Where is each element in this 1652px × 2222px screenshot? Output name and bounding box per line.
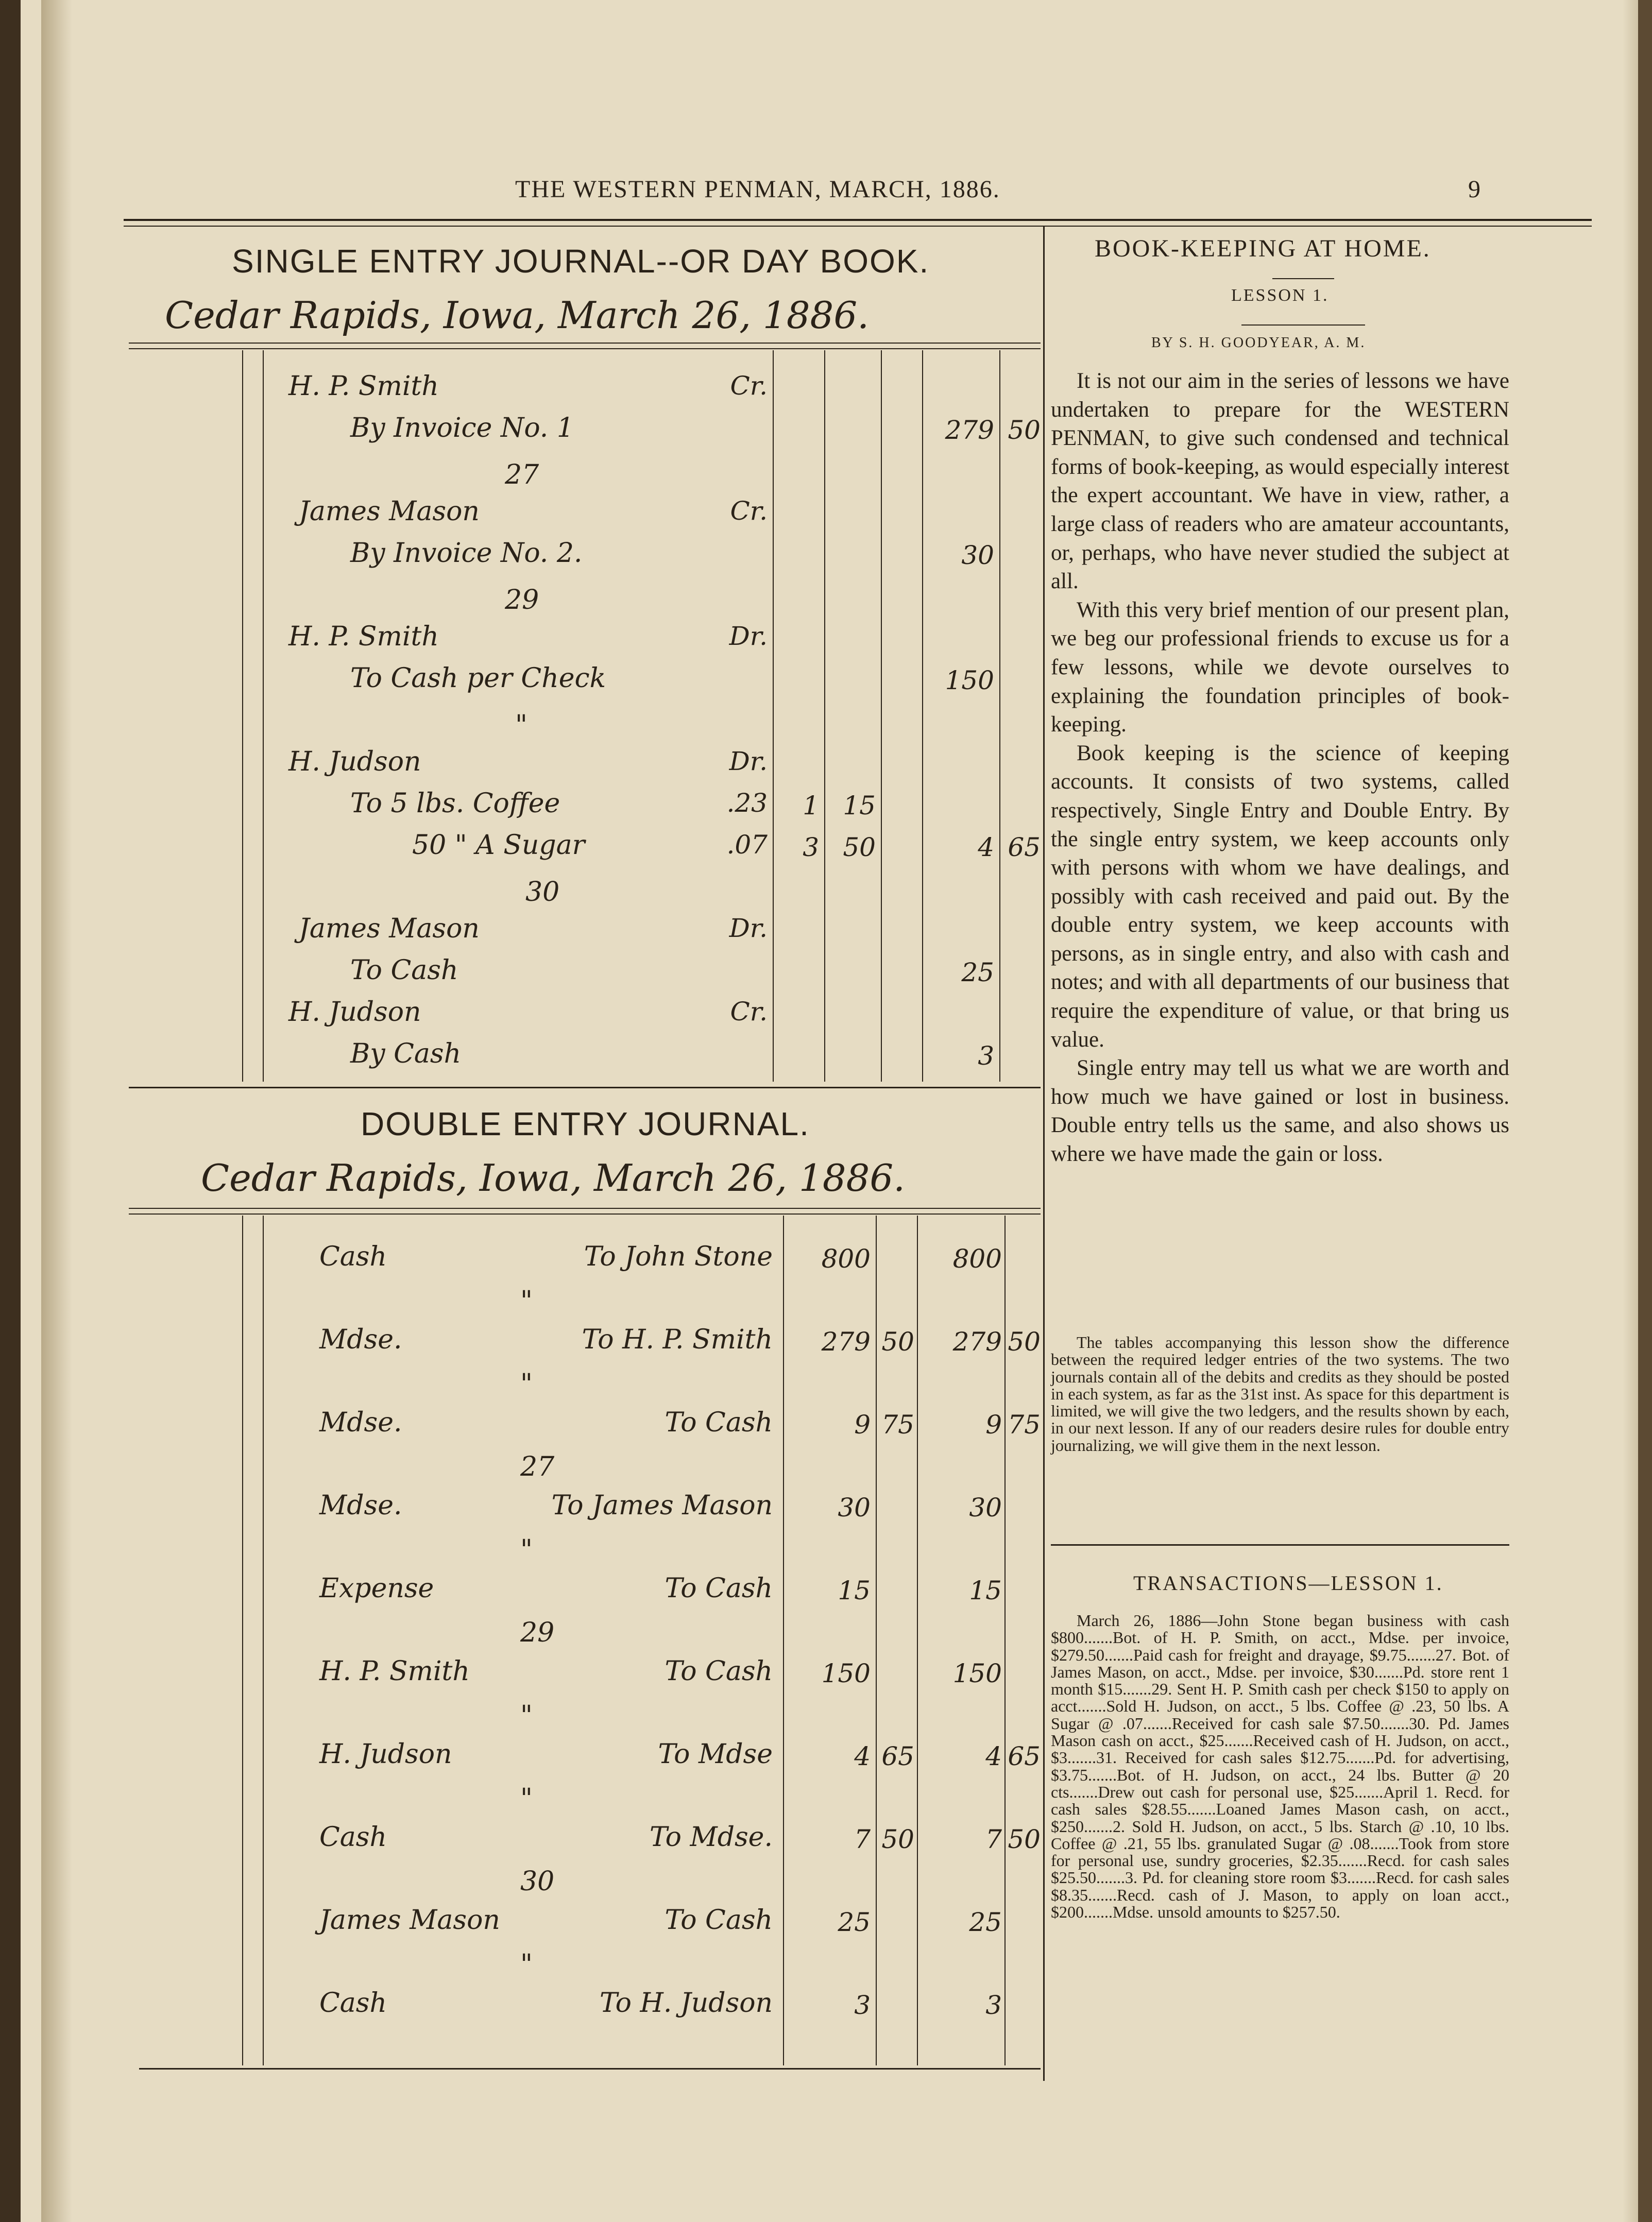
- double-entry-bottom-rule: [139, 2068, 1041, 2070]
- single-grid-line: [242, 350, 243, 1082]
- double-entry-credit-cents: 50: [1008, 1327, 1041, 1357]
- article-paragraph-1: It is not our aim in the series of lessons we have undertaken to prepare for the WESTERN PENMAN, to give such condensed and technical forms of book-keeping, as would especially interest the expert accountant. We have in view, rather, a large class of readers who are amateur accountants, or, perhaps, who have never studied the subject at all.: [1051, 369, 1509, 594]
- article-note: [1051, 1334, 1509, 1454]
- double-entry-debit-account: Mdse.: [319, 1324, 402, 1355]
- single-entry-drcr: Dr.: [729, 913, 768, 943]
- double-entry-debit-dollars: 4: [854, 1741, 871, 1771]
- transactions-text: [1051, 1612, 1509, 1921]
- double-entry-date-mark: 27: [520, 1451, 555, 1482]
- double-entry-debit-account: Cash: [319, 1241, 387, 1272]
- double-entry-credit-account: To H. P. Smith: [582, 1324, 773, 1355]
- double-entry-top-rule-2: [129, 1213, 1041, 1215]
- double-entry-date-mark: ": [520, 1700, 533, 1731]
- transactions-paragraph: March 26, 1886—John Stone began business with cash $800.......Bot. of H. P. Smith, on acct., Mdse. per invoice, $279.50.......Paid cash for freight and drayage, $9.75.......27. Bot. of James Mason, on acct., Mdse. per invoice, $30.......Pd. store rent 1 month $15.......29. Sent H. P. Smith cash per check $150 to apply on acct.......Sold H. Judson, on acct., 5 lbs. Coffee @ .23, 50 lbs. A Sugar @ .07.......Received for cash sale $7.50.......30. Pd. James Mason cash on acct., $25.......Received cash of H. Judson, on acct., $3.......31. Received for cash sales $12.75.......Pd. for advertising, $3.75.......Bot. of H. Judson, on acct., 24 lbs. Butter @ 20 cts.......Drew out cash for personal use, $25.......April 1. Recd. for cash sales $28.55.......Loaned James Mason cash, on acct., $250.......2. Sold H. Judson, on acct., 5 lbs. Starch @ .10, 10 lbs. Coffee @ .21, 55 lbs. granulated Sugar @ .08.......Took from store for personal use, sundry groceries, $2.35.......Recd. for cash sales $25.50.......3. Pd. for cleaning store room $3.......Recd. for cash sales $8.35.......Recd. cash of J. Mason, to apply on loan acct., $200.......Mdse. unsold amounts to $257.50.: [1051, 1611, 1509, 1922]
- single-grid-line: [999, 350, 1000, 1082]
- byline-rule: [1241, 324, 1365, 326]
- double-grid-line: [917, 1216, 918, 2065]
- double-entry-credit-dollars: 279: [952, 1327, 1002, 1357]
- double-entry-debit-dollars: 800: [821, 1244, 871, 1274]
- single-entry-top-rule-1: [129, 343, 1041, 344]
- double-entry-debit-account: Mdse.: [319, 1407, 402, 1438]
- double-entry-credit-account: To Cash: [665, 1407, 773, 1438]
- double-entry-debit-cents: 65: [881, 1741, 914, 1771]
- single-entry-amount-dollars: 150: [945, 665, 994, 695]
- double-entry-debit-dollars: 30: [838, 1493, 871, 1523]
- double-entry-debit-account: Expense: [319, 1573, 434, 1604]
- article-note-text: The tables accompanying this lesson show the difference between the required ledger entries of the two systems. The two journals contain all of the debits and credits as they should be posted in each system, as far as the 31st inst. As space for this department is limited, we will give the two ledgers, and the results shown by each, in our next lesson. If any of our readers desire rules for double entry journalizing, we will give them in the next lesson.: [1051, 1333, 1509, 1455]
- double-entry-debit-account: H. Judson: [319, 1739, 452, 1770]
- lesson-label: LESSON 1.: [1231, 286, 1329, 305]
- double-entry-credit-dollars: 4: [985, 1741, 1002, 1771]
- single-entry-qty-dollars: 1: [803, 791, 819, 821]
- article-title: BOOK-KEEPING AT HOME.: [1095, 235, 1431, 262]
- double-entry-credit-cents: 50: [1008, 1824, 1041, 1854]
- double-entry-credit-dollars: 9: [985, 1410, 1002, 1440]
- double-entry-debit-cents: 50: [881, 1327, 914, 1357]
- single-entry-amount-dollars: 30: [961, 540, 994, 570]
- single-entry-text: James Mason: [299, 913, 480, 944]
- single-entry-text: 30: [525, 877, 560, 908]
- double-entry-credit-dollars: 15: [969, 1576, 1002, 1605]
- double-entry-debit-dollars: 7: [854, 1824, 871, 1854]
- single-entry-text: H. Judson: [288, 997, 421, 1028]
- single-entry-text: By Invoice No. 2.: [350, 538, 583, 569]
- article-paragraph-2: With this very brief mention of our present plan, we beg our professional friends to excuse us for a few lessons, while we devote ourselves to explaining the foundation principles of book-keeping.: [1051, 597, 1509, 737]
- lesson-rule: [1272, 278, 1334, 279]
- single-entry-heading: SINGLE ENTRY JOURNAL--OR DAY BOOK.: [232, 243, 930, 280]
- single-entry-text: To Cash per Check: [350, 663, 606, 694]
- double-entry-credit-account: To James Mason: [551, 1490, 773, 1521]
- single-entry-top-rule-2: [129, 348, 1041, 349]
- single-entry-text: H. P. Smith: [288, 371, 439, 402]
- single-entry-qty-cents: 15: [843, 791, 876, 821]
- double-entry-date-mark: ": [520, 1949, 533, 1980]
- double-entry-heading: DOUBLE ENTRY JOURNAL.: [361, 1105, 810, 1142]
- single-grid-line: [773, 350, 774, 1082]
- double-entry-debit-cents: 75: [881, 1410, 914, 1440]
- single-entry-drcr: Dr.: [729, 621, 768, 651]
- single-entry-qty-cents: 50: [843, 832, 876, 862]
- single-entry-text: To Cash: [350, 955, 458, 986]
- double-entry-credit-dollars: 7: [985, 1824, 1002, 1854]
- header-rule-bottom: [124, 226, 1592, 227]
- double-entry-date: Cedar Rapids, Iowa, March 26, 1886.: [201, 1156, 906, 1200]
- book-spine: [0, 0, 21, 2222]
- double-entry-credit-dollars: 150: [952, 1659, 1002, 1688]
- double-entry-debit-cents: 50: [881, 1824, 914, 1854]
- double-entry-credit-account: To Mdse.: [649, 1822, 773, 1853]
- transactions-title: TRANSACTIONS—LESSON 1.: [1133, 1571, 1443, 1595]
- double-entry-debit-dollars: 9: [854, 1410, 871, 1440]
- double-entry-credit-cents: 75: [1008, 1410, 1041, 1440]
- double-entry-date-mark: 30: [520, 1866, 555, 1897]
- page-gutter-shadow: [41, 0, 72, 2222]
- double-entry-date-mark: ": [520, 1783, 533, 1814]
- single-entry-text: By Cash: [350, 1038, 462, 1069]
- double-entry-credit-cents: 65: [1008, 1741, 1041, 1771]
- double-entry-debit-account: Cash: [319, 1822, 387, 1853]
- single-entry-bottom-rule: [129, 1087, 1041, 1088]
- double-entry-credit-dollars: 25: [969, 1907, 1002, 1937]
- single-entry-amount-dollars: 279: [945, 415, 994, 445]
- double-entry-credit-account: To Mdse: [658, 1739, 773, 1770]
- single-grid-line: [922, 350, 923, 1082]
- single-entry-text: ": [515, 710, 527, 741]
- double-grid-line: [242, 1216, 243, 2065]
- double-entry-credit-account: To Cash: [665, 1905, 773, 1936]
- double-entry-credit-account: To Cash: [665, 1573, 773, 1604]
- running-head: THE WESTERN PENMAN, MARCH, 1886.: [515, 176, 1000, 203]
- double-entry-date-mark: ": [520, 1286, 533, 1317]
- single-grid-line: [881, 350, 882, 1082]
- single-entry-qty-dollars: 3: [803, 832, 819, 862]
- double-entry-debit-account: Cash: [319, 1988, 387, 2019]
- single-entry-drcr: .23: [726, 788, 768, 818]
- article-paragraph-3: Book keeping is the science of keeping accounts. It consists of two systems, called respectively, Single Entry and Double Entry. By the single entry system, we keep accounts only with persons with whom we have dealings, and possibly with cash received and paid out. By the double entry system, we keep accounts with persons, as in single entry, and also with cash and notes; and with all departments of our business that require the expenditure of value, or that bring us value.: [1051, 741, 1509, 1052]
- double-grid-line: [783, 1216, 784, 2065]
- single-entry-text: H. Judson: [288, 746, 421, 777]
- single-entry-drcr: Cr.: [730, 997, 768, 1027]
- single-entry-amount-cents: 50: [1008, 415, 1041, 445]
- header-rule-top: [124, 219, 1592, 221]
- double-entry-debit-account: H. P. Smith: [319, 1656, 470, 1687]
- single-entry-drcr: Cr.: [730, 371, 768, 401]
- single-entry-amount-dollars: 3: [978, 1041, 994, 1071]
- single-entry-date: Cedar Rapids, Iowa, March 26, 1886.: [165, 294, 870, 337]
- double-entry-debit-dollars: 25: [838, 1907, 871, 1937]
- single-entry-text: To 5 lbs. Coffee: [350, 788, 560, 819]
- double-entry-debit-dollars: 150: [821, 1659, 871, 1688]
- article-paragraph-4: Single entry may tell us what we are worth and how much we have gained or lost in business. Double entry tells us the same, and also shows us where we have made the gain or loss.: [1051, 1056, 1509, 1167]
- page-number: 9: [1468, 176, 1480, 203]
- article-byline: BY S. H. GOODYEAR, A. M.: [1151, 335, 1366, 351]
- single-grid-line: [824, 350, 825, 1082]
- single-entry-drcr: .07: [726, 830, 768, 860]
- single-entry-drcr: Dr.: [729, 746, 768, 776]
- double-entry-debit-dollars: 279: [821, 1327, 871, 1357]
- double-entry-debit-account: Mdse.: [319, 1490, 402, 1521]
- single-entry-amount-dollars: 25: [961, 958, 994, 987]
- double-entry-top-rule-1: [129, 1208, 1041, 1209]
- single-entry-text: 50 " A Sugar: [412, 830, 585, 861]
- single-entry-text: 27: [505, 459, 539, 490]
- double-entry-date-mark: 29: [520, 1617, 555, 1648]
- double-entry-credit-account: To Cash: [665, 1656, 773, 1687]
- single-entry-drcr: Cr.: [730, 496, 768, 526]
- double-entry-date-mark: ": [520, 1534, 533, 1565]
- single-entry-amount-dollars: 4: [978, 832, 994, 862]
- single-entry-text: 29: [505, 585, 539, 616]
- double-entry-credit-account: To H. Judson: [600, 1988, 773, 2019]
- double-entry-debit-dollars: 15: [838, 1576, 871, 1605]
- double-entry-date-mark: ": [520, 1369, 533, 1399]
- double-entry-debit-account: James Mason: [319, 1905, 500, 1936]
- single-grid-line: [263, 350, 264, 1082]
- double-entry-debit-dollars: 3: [854, 1990, 871, 2020]
- double-entry-credit-dollars: 3: [985, 1990, 1002, 2020]
- single-entry-text: H. P. Smith: [288, 621, 439, 652]
- double-entry-credit-dollars: 30: [969, 1493, 1002, 1523]
- article-body: [1051, 367, 1509, 1169]
- single-entry-text: James Mason: [299, 496, 480, 527]
- column-divider: [1043, 227, 1045, 2081]
- double-entry-credit-dollars: 800: [952, 1244, 1002, 1274]
- note-rule: [1051, 1544, 1509, 1546]
- double-grid-line: [263, 1216, 264, 2065]
- double-entry-credit-account: To John Stone: [584, 1241, 773, 1272]
- single-entry-text: By Invoice No. 1: [350, 413, 574, 443]
- page-edge-shadow: [1623, 0, 1638, 2222]
- single-entry-amount-cents: 65: [1008, 832, 1041, 862]
